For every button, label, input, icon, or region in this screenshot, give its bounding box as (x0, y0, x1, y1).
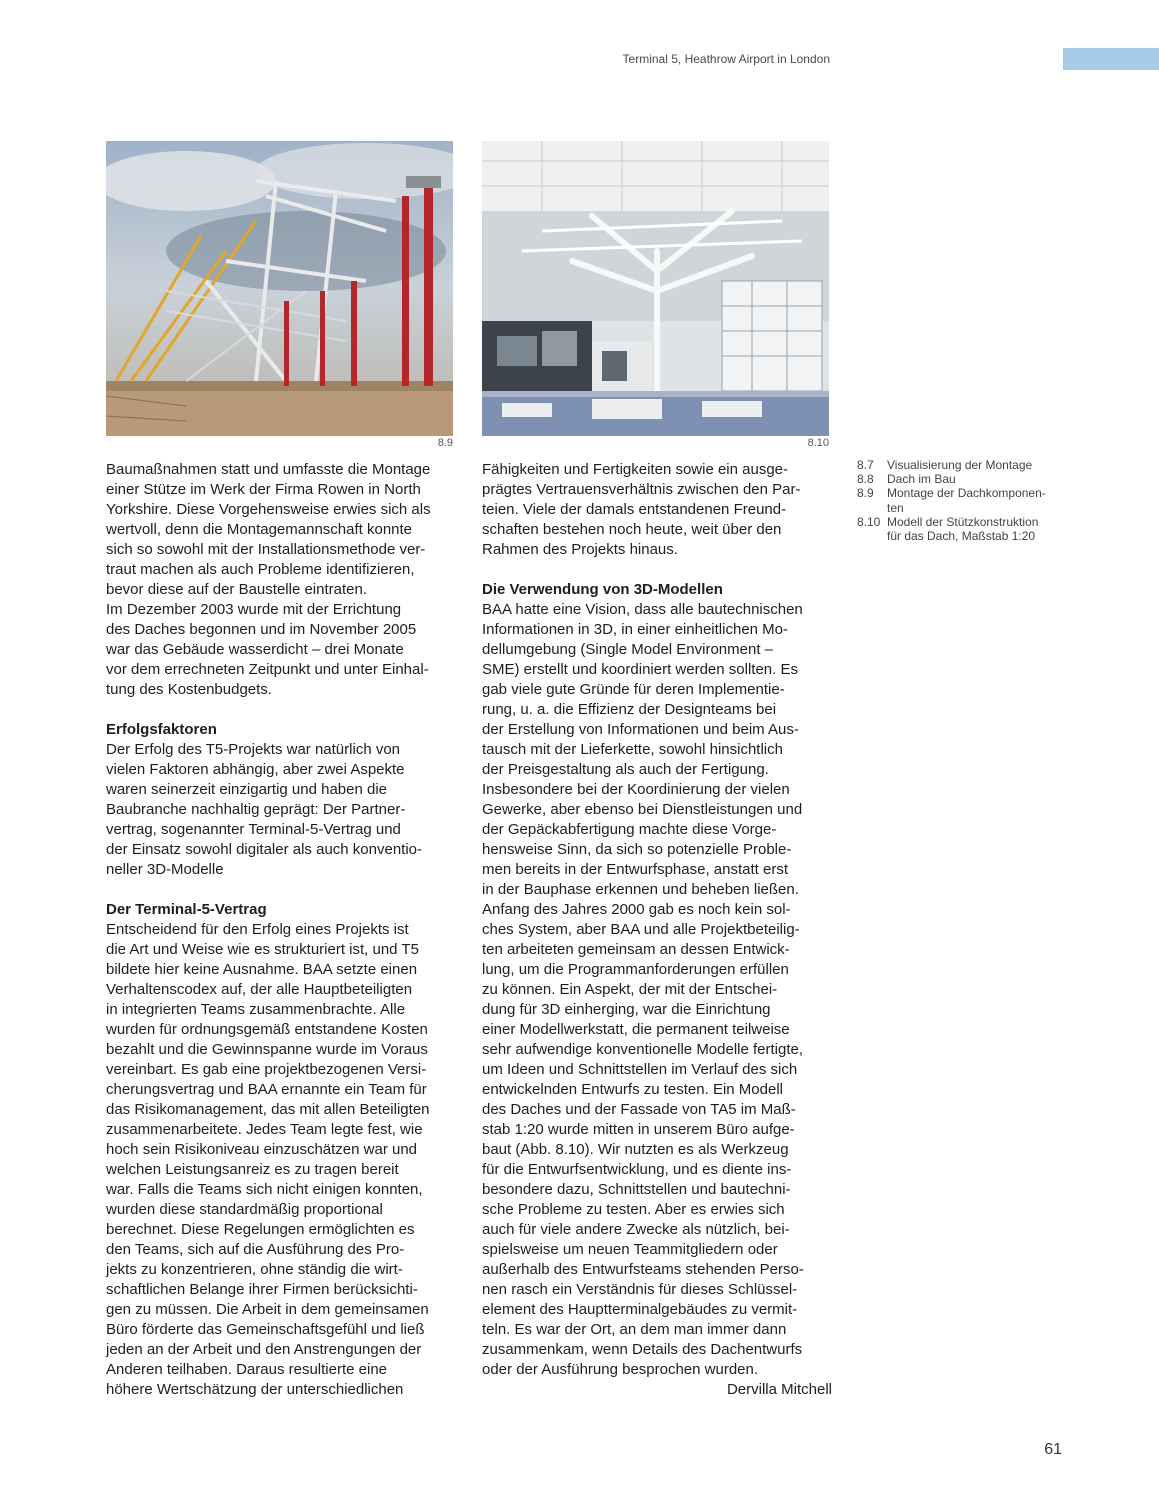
heading-3d-modelle: Die Verwendung von 3D-Modellen (482, 581, 723, 598)
text-line: Insbesondere bei der Koordinierung der vielen (482, 781, 790, 798)
text-line: auch für viele andere Zwecke als nützlich, bei- (482, 1221, 790, 1238)
text-line: der Einsatz sowohl digitaler als auch konventio- (106, 841, 423, 858)
text-line: men bereits in der Entwurfsphase, anstatt erst (482, 861, 788, 878)
caption-text (887, 486, 1077, 514)
text-line: gab viele gute Gründe für deren Implementie- (482, 681, 785, 698)
text-line: Büro förderte das Gemeinschaftsgefühl und ließ (106, 1321, 425, 1338)
text-line: tung des Kostenbudgets. (106, 681, 272, 698)
text-line: wurden diese standardmäßig proportional (106, 1201, 383, 1218)
caption-line: Modell der Stützkonstruktion (887, 514, 1039, 529)
text-line: Fähigkeiten und Fertigkeiten sowie ein ausge- (482, 461, 789, 478)
text-line: außerhalb des Entwurfsteams stehenden Perso- (482, 1261, 804, 1278)
text-line: vereinbart. Es gab eine projektbezogenen Versi- (106, 1061, 427, 1078)
text-line: stab 1:20 wurde mitten in unserem Büro aufge- (482, 1121, 795, 1138)
text-line: für die Entwurfsentwicklung, und es diente ins- (482, 1161, 792, 1178)
caption-line: Visualisierung der Montage (887, 458, 1033, 472)
text-line: lung, um die Programmanforderungen erfüllen (482, 961, 789, 978)
caption-text (887, 472, 1077, 486)
text-line: hensweise Sinn, da sich so potenzielle Proble- (482, 841, 792, 858)
text-line: bildete hier keine Ausnahme. BAA setzte einen (106, 961, 418, 978)
text-line: besondere dazu, Schnittstellen und bautechni- (482, 1181, 791, 1198)
text-line: des Daches und der Fassade von TA5 im Maß- (482, 1101, 796, 1118)
text-line: oder der Ausführung besprochen wurden. (482, 1361, 759, 1378)
text-line: in der Bauphase erkennen und beheben ließen. (482, 881, 799, 898)
text-line: wurden für ordnungsgemäß entstandene Kosten (106, 1021, 428, 1038)
text-line: um Ideen und Schnittstellen im Verlauf des sich (482, 1061, 798, 1078)
author-name: Dervilla Mitchell (726, 1381, 832, 1398)
caption-8-7 (857, 458, 1077, 472)
text-line: einer Stütze im Werk der Firma Rowen in North (106, 481, 421, 498)
text-line: teln. Es war der Ort, an dem man immer dann (482, 1321, 787, 1338)
caption-line: ten (887, 500, 904, 515)
text-line: waren seinerzeit einzigartig und haben die (106, 781, 388, 798)
text-line: ches System, aber BAA und alle Projektbeteilig- (482, 921, 800, 938)
section-tab (1063, 48, 1159, 70)
text-line: des Daches begonnen und im November 2005 (106, 621, 417, 638)
text-line: hoch sein Risikoniveau einzuschätzen war und (106, 1141, 418, 1158)
caption-8-9 (857, 486, 1077, 514)
text-line: jeden an der Arbeit und den Anstrengungen der (106, 1341, 422, 1358)
text-line: der Gepäckabfertigung machte diese Vorge- (482, 821, 777, 838)
text-line: neller 3D-Modelle (106, 861, 224, 878)
caption-8-8 (857, 472, 1077, 486)
text-line: sich so sowohl mit der Installationsmethode ver- (106, 541, 426, 558)
text-line: tausch mit der Lieferkette, sowohl hinsichtlich (482, 741, 783, 758)
paragraph-continuation (482, 460, 832, 560)
heading-terminal-5-vertrag: Der Terminal-5-Vertrag (106, 901, 267, 918)
text-line: element des Hauptterminalgebäudes zu vermit- (482, 1301, 798, 1318)
text-line: cherungsvertrag und BAA ernannte ein Team für (106, 1081, 427, 1098)
text-line: Gewerke, aber ebenso bei Dienstleistungen und (482, 801, 803, 818)
text-line: baut (Abb. 8.10). Wir nutzten es als Werkzeug (482, 1141, 789, 1158)
caption-line: Dach im Bau (887, 472, 956, 487)
text-line: spielsweise um neuen Teammitgliedern oder (482, 1241, 778, 1258)
text-line: Anfang des Jahres 2000 gab es noch kein sol- (482, 901, 791, 918)
text-line: das Risikomanagement, das mit allen Beteiligten (106, 1101, 430, 1118)
figure-captions (857, 458, 1077, 543)
text-line: gen zu müssen. Die Arbeit in dem gemeinsamen (106, 1301, 429, 1318)
paragraph-terminal-5-vertrag (106, 920, 456, 1400)
text-line: schaften bestehen noch heute, weit über den (482, 521, 782, 538)
caption-text (887, 515, 1077, 543)
text-line: sehr aufwendige konventionelle Modelle fertigte, (482, 1041, 804, 1058)
text-line: entwickelnden Entwurfs zu testen. Ein Modell (482, 1081, 783, 1098)
text-line: Baumaßnahmen statt und umfasste die Montage (106, 461, 431, 478)
text-line: war. Falls die Teams sich nicht einigen konnten, (106, 1181, 423, 1198)
text-line: der Preisgestaltung als auch der Fertigung. (482, 761, 769, 778)
text-line: zusammenkam, wenn Details des Dachentwurfs (482, 1341, 803, 1358)
text-line: die Art und Weise wie es strukturiert ist, und T5 (106, 941, 419, 958)
caption-number: 8.10 (857, 514, 881, 529)
figure-number-8-10: 8.10 (807, 437, 829, 449)
text-column-left (106, 460, 456, 1400)
text-line: der Erstellung von Informationen und beim Aus- (482, 721, 799, 738)
page-number: 61 (1044, 1441, 1062, 1458)
text-line: dellumgebung (Single Model Environment – (482, 641, 774, 658)
text-line: traut machen als auch Probleme identifizieren, (106, 561, 415, 578)
model-workshop-photo (482, 141, 829, 436)
text-line: Yorkshire. Diese Vorgehensweise erwies sich als (106, 501, 431, 518)
text-line: in integrierten Teams zusammenbrachte. Alle (106, 1001, 406, 1018)
text-line: einer Modellwerkstatt, die permanent teilweise (482, 1021, 790, 1038)
text-line: Rahmen des Projekts hinaus. (482, 541, 678, 558)
text-line: Der Erfolg des T5-Projekts war natürlich von (106, 741, 401, 758)
text-line: Verhaltenscodex auf, der alle Hauptbeteiligten (106, 981, 413, 998)
running-header: Terminal 5, Heathrow Airport in London (622, 52, 830, 66)
caption-number: 8.8 (857, 472, 874, 487)
text-line: vor dem errechneten Zeitpunkt und unter Einhal- (106, 661, 429, 678)
text-line: BAA hatte eine Vision, dass alle bautechnischen (482, 601, 803, 618)
text-line: den Teams, sich auf die Ausführung des Pro- (106, 1241, 405, 1258)
text-line: teien. Viele der damals entstandenen Freund- (482, 501, 787, 518)
caption-line: Montage der Dachkomponen- (887, 486, 1046, 501)
paragraph-erfolgsfaktoren (106, 740, 456, 880)
text-line: Im Dezember 2003 wurde mit der Errichtung (106, 601, 402, 618)
text-line: zusammenarbeitete. Jedes Team legte fest, wie (106, 1121, 423, 1138)
text-line: wertvoll, denn die Montagemannschaft konnte (106, 521, 413, 538)
text-line: war das Gebäude wasserdicht – drei Monate (106, 641, 404, 658)
paragraph-intro (106, 460, 456, 700)
text-line: zu können. Ein Aspekt, der mit der Entschei- (482, 981, 778, 998)
caption-text (887, 458, 1077, 472)
caption-number: 8.7 (857, 458, 874, 472)
construction-photo (106, 141, 453, 436)
heading-erfolgsfaktoren: Erfolgsfaktoren (106, 721, 217, 738)
text-line: höhere Wertschätzung der unterschiedlichen (106, 1381, 404, 1398)
caption-number: 8.9 (857, 486, 874, 501)
text-line: schaftlichen Belange ihrer Firmen berücksichti- (106, 1281, 418, 1298)
text-line: berechnet. Diese Regelungen ermöglichten es (106, 1221, 415, 1238)
text-column-middle (482, 460, 832, 1400)
text-line: jekts zu konzentrieren, ohne ständig die wirt- (106, 1261, 403, 1278)
text-line: dung für 3D einherging, war die Einrichtung (482, 1001, 771, 1018)
text-line: sche Probleme zu testen. Aber es erwies sich (482, 1201, 785, 1218)
text-line: bezahlt und die Gewinnspanne wurde im Voraus (106, 1041, 428, 1058)
text-line: Entscheidend für den Erfolg eines Projekts ist (106, 921, 409, 938)
text-line: vertrag, sogenannter Terminal-5-Vertrag und (106, 821, 401, 838)
text-line: Informationen in 3D, in einer einheitlichen Mo- (482, 621, 788, 638)
text-line: vielen Faktoren abhängig, aber zwei Aspekte (106, 761, 405, 778)
caption-line: für das Dach, Maßstab 1:20 (887, 529, 1036, 544)
text-line: Baubranche nachhaltig geprägt: Der Partner- (106, 801, 406, 818)
text-line: ten arbeiteten gemeinsam an dessen Entwick- (482, 941, 790, 958)
caption-8-10 (857, 515, 1077, 543)
figure-number-8-9: 8.9 (437, 437, 453, 449)
text-line: prägtes Vertrauensverhältnis zwischen den Par- (482, 481, 801, 498)
text-line: SME) erstellt und koordiniert werden sollten. Es (482, 661, 798, 678)
paragraph-3d-modelle (482, 600, 832, 1380)
text-line: welchen Leistungsanreiz es zu tragen bereit (106, 1161, 399, 1178)
text-line: bevor diese auf der Baustelle eintraten. (106, 581, 367, 598)
text-line: nen rasch ein Verständnis für dieses Schlüssel- (482, 1281, 798, 1298)
text-line: Anderen teilhaben. Daraus resultierte eine (106, 1361, 388, 1378)
text-line: rung, u. a. die Effizienz der Designteams bei (482, 701, 777, 718)
